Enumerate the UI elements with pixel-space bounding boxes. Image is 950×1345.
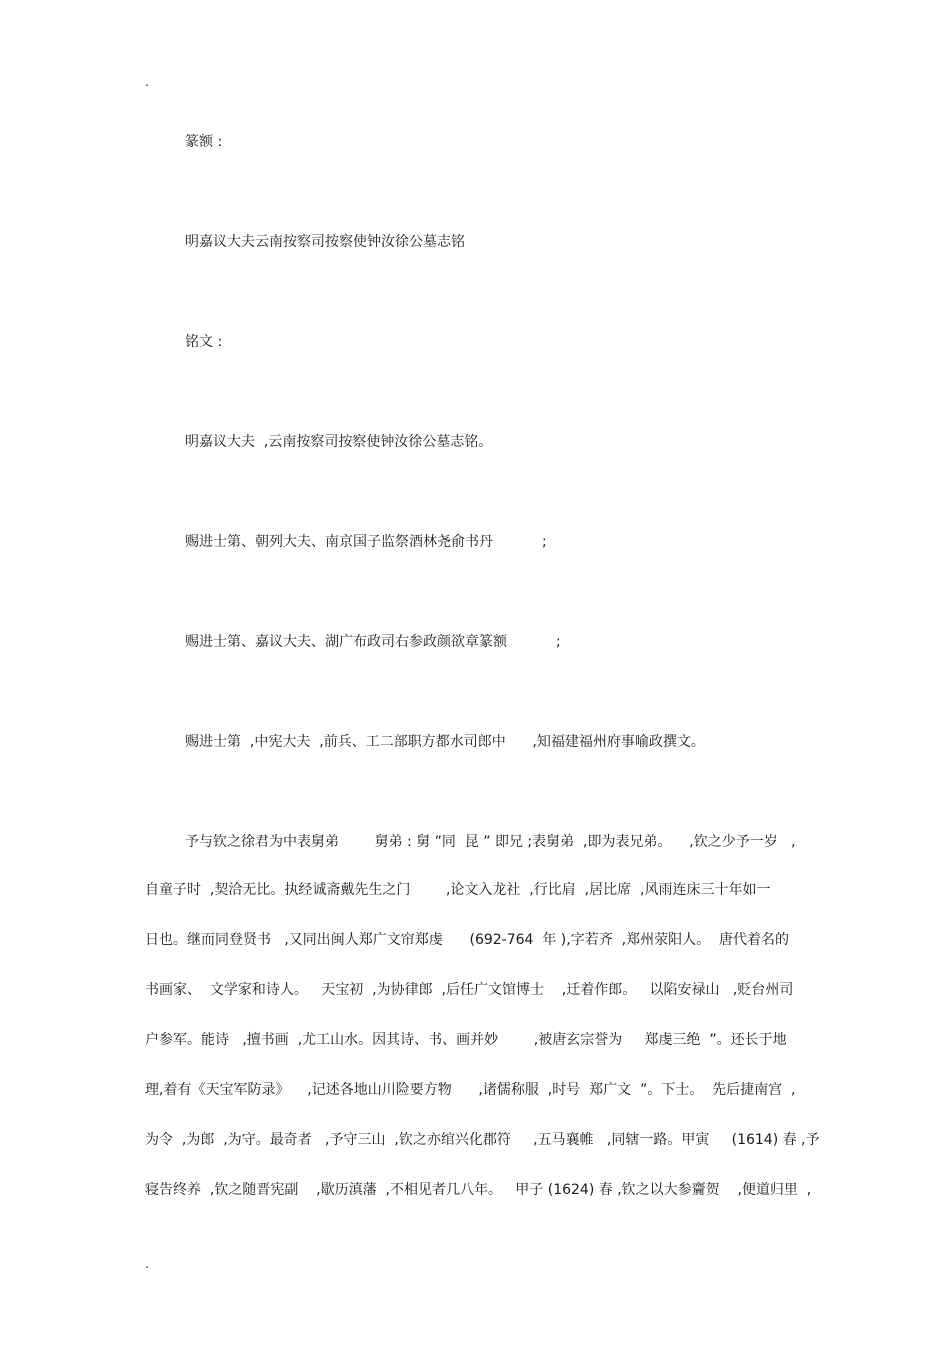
seal-label: 篆额 : (185, 134, 223, 150)
body-line-3: 日也。继而同登贤书 ,又同出闽人郑广文帘郑虔 (692-764 年 ),字若齐 ,郑州荥阳人。 唐代着名的 (145, 932, 789, 948)
seal-text: 明嘉议大夫云南按察司按察使钟汝徐公墓志铭 (185, 234, 465, 250)
inscription-title: 明嘉议大夫 ,云南按察司按察使钟汝徐公墓志铭。 (185, 434, 493, 450)
body-line-7: 为令 ,为郎 ,为守。最奇者 ,予守三山 ,钦之亦绾兴化郡符 ,五马襄帷 ,同辖一路。甲寅 (1614) 春 ,予 (145, 1132, 820, 1148)
credit-calligrapher: 赐进士第、朝列大夫、南京国子监祭酒林尧俞书丹 ; (185, 534, 547, 550)
credit-author: 赐进士第 ,中宪大夫 ,前兵、工二部职方都水司郎中 ,知福建福州府事喻政撰文。 (185, 734, 705, 750)
body-line-1: 予与钦之徐君为中表舅弟 舅弟 : 舅 ”同 昆 ” 即兄 ;表舅弟 ,即为表兄弟。 ,钦之少予一岁 , (185, 834, 796, 850)
inscription-label: 铭文 : (185, 334, 223, 350)
body-line-8: 寝告终养 ,钦之随晋宪副 ,歇历滇藩 ,不相见者几八年。 甲子 (1624) 春 ,钦之以大参齎贺 ,便道归里 , (145, 1182, 812, 1198)
body-line-6: 理,着有《天宝军防录》 ,记述各地山川险要方物 ,诸儒称服 ,时号 郑广文 ”。下士。 先后捷南宫 , (145, 1082, 796, 1098)
body-line-2: 自童子时 ,契洽无比。执经诚斋戴先生之门 ,论文入龙社 ,行比肩 ,居比席 ,风雨连床三十年如一 (145, 882, 771, 898)
page-mark-bottom: . (145, 1257, 149, 1271)
credit-seal-writer: 赐进士第、嘉议大夫、湖广布政司右参政颜欲章篆额 ; (185, 634, 561, 650)
page-mark-top: . (145, 75, 149, 89)
body-line-4: 书画家、 文学家和诗人。 天宝初 ,为协律郎 ,后任广文馆博士 ,迁着作郎。 以陷安禄山 ,贬台州司 (145, 982, 794, 998)
body-line-5: 户参军。能诗 ,擅书画 ,尤工山水。因其诗、书、画并妙 ,被唐玄宗誉为 郑虔三绝 ”。还长于地 (145, 1032, 787, 1048)
